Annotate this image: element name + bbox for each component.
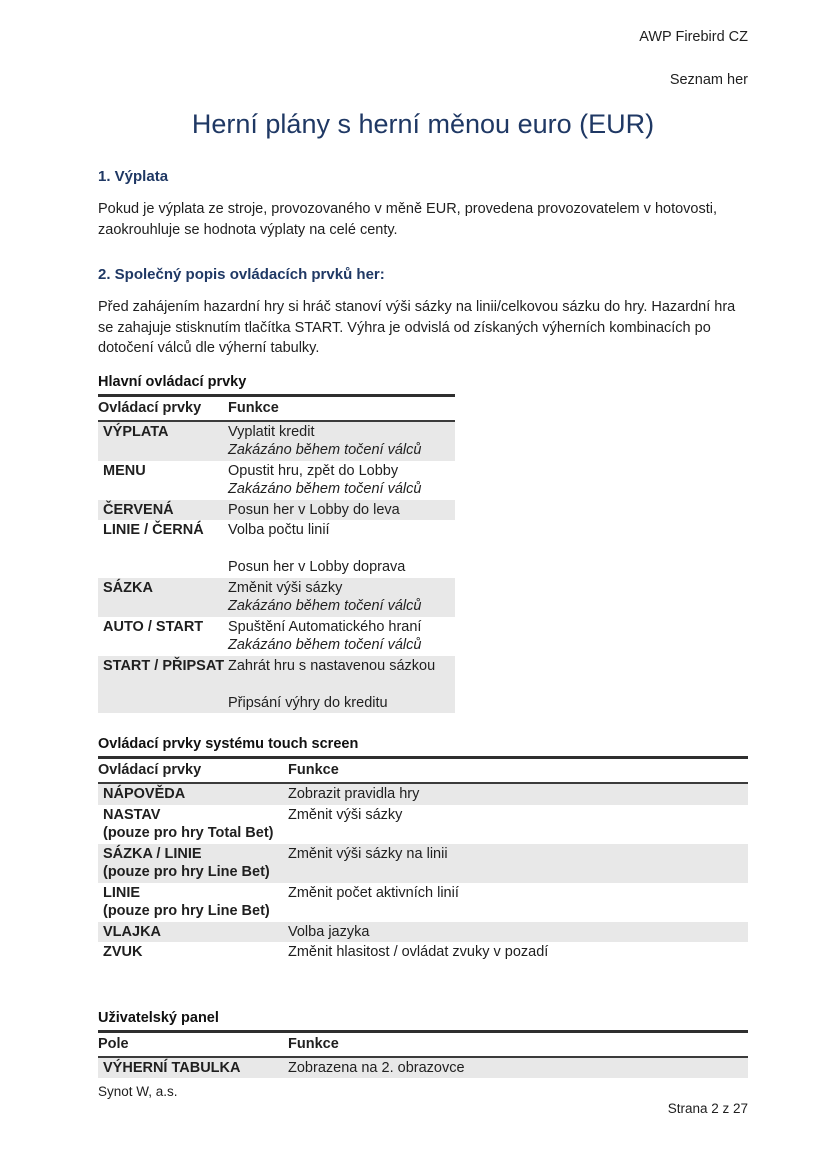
control-name: ČERVENÁ (103, 501, 174, 518)
function-line: Vyplatit kredit (228, 423, 315, 440)
footer-page-number: Strana 2 z 27 (667, 1101, 748, 1116)
column-header-function: Funkce (228, 399, 279, 416)
control-name: LINIE / ČERNÁ (103, 522, 204, 538)
function-note-italic: Zakázáno během točení válců (228, 442, 422, 458)
document-header (98, 28, 748, 89)
section-1-paragraph: Pokud je výplata ze stroje, provozovaného v měně EUR, provedena provozovatelem v hotovosti, zaokrouhluje se hodnota výplaty na celé centy. (98, 201, 718, 238)
table-row-menu (98, 461, 455, 500)
function-line: Změnit počet aktivních linií (288, 884, 459, 901)
function-line: Posun her v Lobby doprava (228, 559, 406, 575)
table-row-linie (98, 883, 748, 922)
function-line: Změnit výši sázky na linii (288, 845, 448, 862)
function-line: Změnit hlasitost / ovládat zvuky v pozadí (288, 944, 549, 960)
control-label: NASTAV (103, 806, 161, 823)
control-function (225, 501, 455, 520)
control-name: MENU (103, 462, 146, 479)
field-function (285, 1059, 748, 1078)
table-row-sazka-linie (98, 844, 748, 883)
function-line: Spuštění Automatického hraní (228, 618, 422, 635)
table-row-vyplata (98, 422, 455, 461)
control-function (285, 806, 748, 843)
field-name: VÝHERNÍ TABULKA (103, 1059, 241, 1076)
control-function (225, 423, 455, 460)
header-subtitle: Seznam her (669, 72, 748, 88)
control-function (285, 923, 748, 942)
table-row-cervena (98, 500, 455, 521)
table-main-header-row (98, 397, 455, 422)
control-name: SÁZKA (103, 579, 153, 596)
function-line: Připsání výhry do kreditu (228, 694, 388, 711)
function-blank-line (228, 540, 455, 559)
table-touch-caption: Ovládací prvky systému touch screen (98, 736, 359, 752)
table-row-sazka (98, 578, 455, 617)
control-label: LINIE (103, 884, 141, 901)
control-name: VLAJKA (103, 923, 162, 940)
function-line: Změnit výši sázky (288, 806, 403, 823)
control-label: SÁZKA / LINIE (103, 845, 202, 862)
table-row-start-pripsat (98, 656, 455, 714)
table-touch-controls (98, 756, 748, 963)
function-line: Zobrazit pravidla hry (288, 786, 420, 802)
table-row-vyherni-tabulka (98, 1058, 748, 1079)
control-name: START / PŘIPSAT (103, 657, 225, 674)
column-header-function: Funkce (288, 1035, 339, 1052)
control-function (225, 657, 455, 713)
function-line: Volba počtu linií (228, 522, 330, 538)
control-name: NÁPOVĚDA (103, 786, 186, 802)
section-2-heading: 2. Společný popis ovládacích prvků her: (98, 266, 385, 283)
section-1-heading: 1. Výplata (98, 168, 169, 185)
function-note-italic: Zakázáno během točení válců (228, 598, 422, 614)
control-function (225, 618, 455, 655)
control-function (285, 884, 748, 921)
table-row-auto-start (98, 617, 455, 656)
table-row-napoveda (98, 784, 748, 805)
table-row-zvuk (98, 942, 748, 963)
control-function (285, 943, 748, 962)
table-main-caption: Hlavní ovládací prvky (98, 373, 247, 390)
column-header-function: Funkce (288, 762, 339, 778)
control-function (225, 521, 455, 577)
page-title: Herní plány s herní měnou euro (EUR) (191, 109, 655, 139)
column-header-controls: Ovládací prvky (98, 762, 202, 778)
table-touch-header-row (98, 759, 748, 784)
control-note: (pouze pro hry Line Bet) (103, 903, 270, 919)
table-row-linie-cerna (98, 520, 455, 578)
column-header-field: Pole (98, 1035, 129, 1052)
function-line: Posun her v Lobby do leva (228, 501, 400, 518)
function-note-italic: Zakázáno během točení válců (228, 481, 422, 497)
control-function (225, 579, 455, 616)
control-function (285, 785, 748, 804)
control-name: AUTO / START (103, 618, 204, 635)
control-name: VÝPLATA (103, 423, 169, 440)
table-panel-header-row (98, 1033, 748, 1058)
column-header-controls: Ovládací prvky (98, 399, 202, 416)
header-app-name: AWP Firebird CZ (639, 29, 748, 45)
function-line: Volba jazyka (288, 923, 370, 940)
control-name (98, 884, 285, 921)
footer-company-name: Synot W, a.s. (98, 1084, 178, 1099)
function-line: Změnit výši sázky (228, 579, 343, 596)
table-row-nastav (98, 805, 748, 844)
control-name (98, 845, 285, 882)
function-line: Zobrazena na 2. obrazovce (288, 1059, 465, 1076)
table-main-controls (98, 394, 455, 714)
table-panel-caption: Uživatelský panel (98, 1009, 219, 1026)
function-line: Opustit hru, zpět do Lobby (228, 462, 399, 479)
control-function (285, 845, 748, 882)
function-blank-line (228, 675, 455, 694)
control-note: (pouze pro hry Total Bet) (103, 825, 274, 841)
table-row-vlajka (98, 922, 748, 943)
control-note: (pouze pro hry Line Bet) (103, 864, 270, 880)
section-2-paragraph: Před zahájením hazardní hry si hráč stanoví výši sázky na linii/celkovou sázku do hry. Hazardní hra se zahajuje stisknutím tlačítka START. Výhra je odvislá od získaných výherních kombinacích po dotočení válců dle výherní tabulky. (98, 299, 736, 356)
function-note-italic: Zakázáno během točení válců (228, 637, 422, 653)
table-user-panel (98, 1030, 748, 1079)
control-name (98, 806, 285, 843)
control-name: ZVUK (103, 944, 143, 960)
control-function (225, 462, 455, 499)
function-line: Zahrát hru s nastavenou sázkou (228, 657, 436, 674)
